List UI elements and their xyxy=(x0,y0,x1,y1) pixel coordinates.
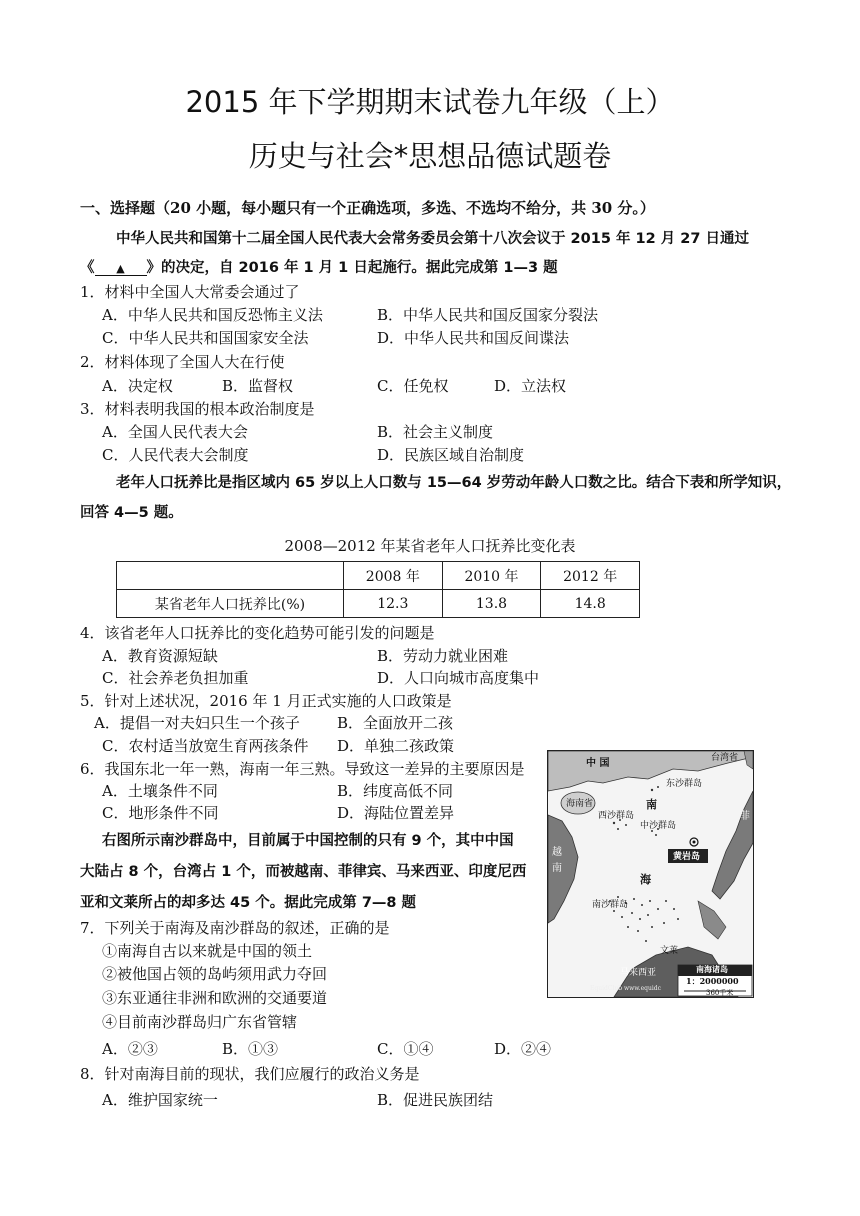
q6-option-a: A．土壤条件不同 xyxy=(102,782,218,800)
material1-line2 xyxy=(80,256,558,277)
q7-statement-3: ③东亚通往非洲和欧洲的交通要道 xyxy=(102,989,328,1007)
palawan-landmass xyxy=(698,901,726,939)
table-cell-2012: 14.8 xyxy=(541,590,640,618)
map-legend-scale: 1：2000000 xyxy=(686,976,739,986)
material3-line3: 亚和文莱所占的却多达 45 个。据此完成第 7—8 题 xyxy=(80,895,417,911)
table-header-corner xyxy=(117,562,344,590)
q7-option-b: B．①③ xyxy=(222,1040,279,1058)
q2-option-d: D．立法权 xyxy=(494,377,567,395)
map-label-yue: 越 xyxy=(552,847,562,858)
material3-line1: 右图所示南沙群岛中，目前属于中国控制的只有 9 个，其中中国 xyxy=(102,833,514,849)
q4-stem: 4．该省老年人口抚养比的变化趋势可能引发的问题是 xyxy=(80,624,435,642)
q5-stem: 5．针对上述状况，2016 年 1 月正式实施的人口政策是 xyxy=(80,692,452,710)
material2-line2: 回答 4—5 题。 xyxy=(80,505,183,521)
material3-line2: 大陆占 8 个，台湾占 1 个，而被越南、菲律宾、马来西亚、印度尼西 xyxy=(80,864,527,880)
q1-option-b: B．中华人民共和国反国家分裂法 xyxy=(377,306,599,324)
map-label-taiwan: 台湾省 xyxy=(711,753,739,763)
q5-option-c: C．农村适当放宽生育两孩条件 xyxy=(102,737,309,755)
table-row-label: 某省老年人口抚养比(%) xyxy=(117,590,344,618)
q6-option-d: D．海陆位置差异 xyxy=(337,804,455,822)
map-label-xisha: 西沙群岛 xyxy=(598,811,635,821)
map-watermark: EquidClub www.equidc xyxy=(590,985,661,992)
q2-option-a: A．决定权 xyxy=(102,377,173,395)
q3-option-a: A．全国人民代表大会 xyxy=(102,423,248,441)
answer-blank: ▲ xyxy=(95,262,147,276)
map-label-hai: 海 xyxy=(640,873,651,886)
data-table xyxy=(116,561,640,618)
taiwan-landmass xyxy=(744,751,753,769)
map-label-wenlai: 文莱 xyxy=(660,946,679,956)
q1-stem: 1．材料中全国人大常委会通过了 xyxy=(80,283,300,301)
map-label-fei: 菲 xyxy=(740,811,750,822)
q2-option-b: B．监督权 xyxy=(222,377,294,395)
q6-stem: 6．我国东北一年一熟，海南一年三熟。导致这一差异的主要原因是 xyxy=(80,760,525,778)
map-label-hainan: 海南省 xyxy=(566,799,594,809)
table-caption: 2008—2012 年某省老年人口抚养比变化表 xyxy=(284,537,576,555)
q4-option-b: B．劳动力就业困难 xyxy=(377,647,509,665)
exam-subtitle: 历史与社会*思想品德试题卷 xyxy=(248,139,612,173)
q7-option-c: C．①④ xyxy=(377,1040,434,1058)
q3-option-c: C．人民代表大会制度 xyxy=(102,446,249,464)
q6-option-c: C．地形条件不同 xyxy=(102,804,219,822)
q8-stem: 8．针对南海目前的现状，我们应履行的政治义务是 xyxy=(80,1065,420,1083)
map-label-nan: 南 xyxy=(646,798,657,811)
q1-option-c: C．中华人民共和国国家安全法 xyxy=(102,329,309,347)
q8-option-b: B．促进民族团结 xyxy=(377,1091,494,1109)
q1-option-a: A．中华人民共和国反恐怖主义法 xyxy=(102,306,323,324)
map-label-huangyan: 黄岩岛 xyxy=(673,852,701,862)
q3-stem: 3．材料表明我国的根本政治制度是 xyxy=(80,400,315,418)
q4-option-d: D．人口向城市高度集中 xyxy=(377,669,540,687)
q6-option-b: B．纬度高低不同 xyxy=(337,782,454,800)
section-heading: 一、选择题（20 小题，每小题只有一个正确选项，多选、不选均不给分，共 30 分。） xyxy=(80,199,655,217)
material1-prefix: 《 xyxy=(80,260,95,276)
q3-option-b: B．社会主义制度 xyxy=(377,423,494,441)
q7-option-a: A．②③ xyxy=(102,1040,158,1058)
q7-statement-2: ②被他国占领的岛屿须用武力夺回 xyxy=(102,965,328,983)
q8-option-a: A．维护国家统一 xyxy=(102,1091,218,1109)
map-label-dongsha: 东沙群岛 xyxy=(666,779,703,789)
q5-option-d: D．单独二孩政策 xyxy=(337,737,455,755)
map-label-nan2: 南 xyxy=(552,863,562,874)
material1-suffix: 》的决定，自 2016 年 1 月 1 日起施行。据此完成第 1—3 题 xyxy=(146,260,558,276)
q7-stem: 7．下列关于南海及南沙群岛的叙述，正确的是 xyxy=(80,919,390,937)
table-header-row xyxy=(117,562,640,590)
q4-option-a: A．教育资源短缺 xyxy=(102,647,218,665)
map-label-malaixiya: 马来西亚 xyxy=(620,968,657,978)
exam-title: 2015 年下学期期末试卷九年级（上） xyxy=(185,85,675,119)
table-cell-2008: 12.3 xyxy=(344,590,443,618)
q3-option-d: D．民族区域自治制度 xyxy=(377,446,525,464)
map-label-zhongsha: 中沙群岛 xyxy=(640,821,677,831)
huangyan-island-dot xyxy=(693,841,696,844)
q5-option-a: A．提倡一对夫妇只生一个孩子 xyxy=(94,714,300,732)
material2-line1: 老年人口抚养比是指区域内 65 岁以上人口数与 15—64 岁劳动年龄人口数之比。结合下表和所学知识， xyxy=(116,475,792,491)
map-label-china: 中 国 xyxy=(586,758,610,769)
q7-statement-4: ④目前南沙群岛归广东省管辖 xyxy=(102,1013,298,1031)
south-china-sea-map xyxy=(547,750,754,998)
table-header-2008: 2008 年 xyxy=(344,562,443,590)
q2-option-c: C．任免权 xyxy=(377,377,449,395)
q4-option-c: C．社会养老负担加重 xyxy=(102,669,249,687)
table-header-2010: 2010 年 xyxy=(442,562,541,590)
q2-stem: 2．材料体现了全国人大在行使 xyxy=(80,353,285,371)
table-row xyxy=(117,590,640,618)
q5-option-b: B．全面放开二孩 xyxy=(337,714,454,732)
map-legend-title: 南海诸岛 xyxy=(696,964,728,974)
q7-option-d: D．②④ xyxy=(494,1040,552,1058)
table-cell-2010: 13.8 xyxy=(442,590,541,618)
map-legend-km: 360千米 xyxy=(706,989,734,997)
material1-line1: 中华人民共和国第十二届全国人民代表大会常务委员会第十八次会议于 2015 年 12 月 27 日通过 xyxy=(116,231,749,247)
map-label-nansha: 南沙群岛 xyxy=(592,900,629,910)
q7-statement-1: ①南海自古以来就是中国的领土 xyxy=(102,942,313,960)
table-header-2012: 2012 年 xyxy=(541,562,640,590)
q1-option-d: D．中华人民共和国反间谍法 xyxy=(377,329,570,347)
